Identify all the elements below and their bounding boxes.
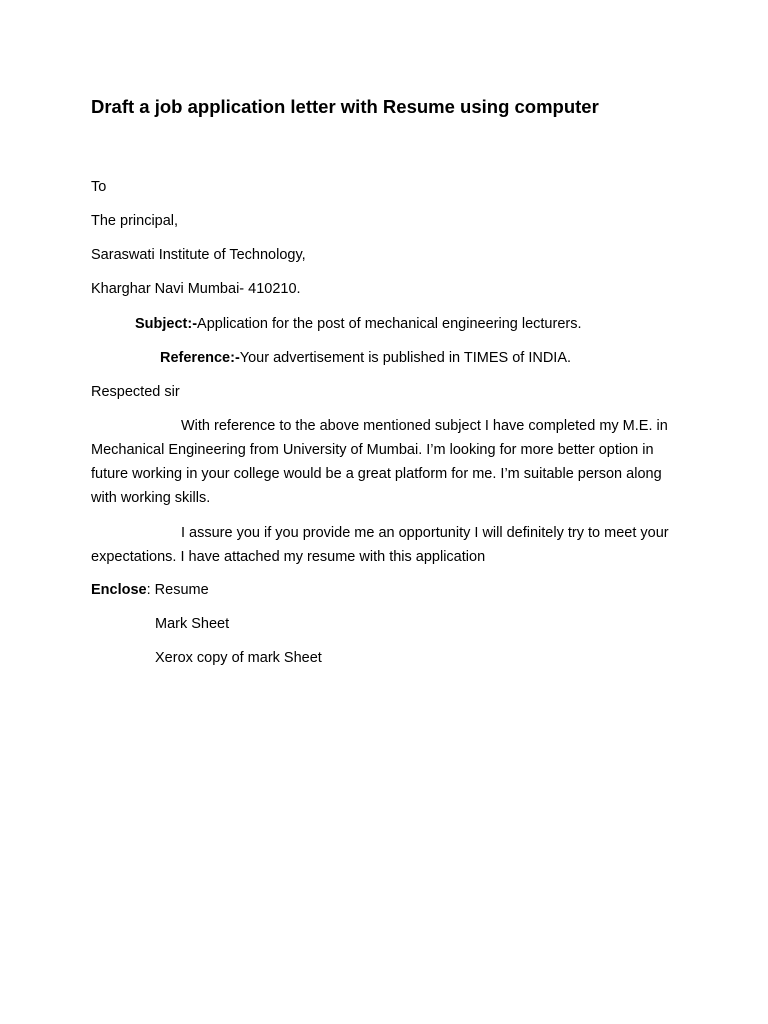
body-paragraph-2: I assure you if you provide me an opportunity I will definitely try to meet your expectations. I have attached my resume with this application <box>91 525 669 565</box>
address-to: To <box>91 179 107 195</box>
body-paragraph-1: With reference to the above mentioned subject I have completed my M.E. in Mechanical Engineering from University of Mumbai. I’m looking for more better option in future working in your college would be a great platform for me. I’m suitable person along with working skills. <box>91 418 668 506</box>
enclose-label: Enclose <box>91 582 147 598</box>
subject-text: Application for the post of mechanical engineering lecturers. <box>197 316 582 332</box>
salutation: Respected sir <box>91 384 180 400</box>
subject-label: Subject:- <box>135 316 198 332</box>
reference-text: Your advertisement is published in TIMES of INDIA. <box>239 350 572 366</box>
reference-line <box>160 349 571 367</box>
enclose-item: Xerox copy of mark Sheet <box>155 650 322 666</box>
enclose-item: Resume <box>154 582 209 598</box>
enclose-line <box>91 581 209 599</box>
address-principal: The principal, <box>91 213 179 229</box>
reference-label: Reference:- <box>160 350 240 366</box>
enclose-item: Mark Sheet <box>155 616 230 632</box>
enclose-colon: : <box>146 582 151 598</box>
page-title: Draft a job application letter with Resume using computer <box>91 96 599 117</box>
subject-line <box>135 315 582 333</box>
address-institute: Saraswati Institute of Technology, <box>91 247 306 263</box>
address-location: Kharghar Navi Mumbai- 410210. <box>91 281 301 297</box>
